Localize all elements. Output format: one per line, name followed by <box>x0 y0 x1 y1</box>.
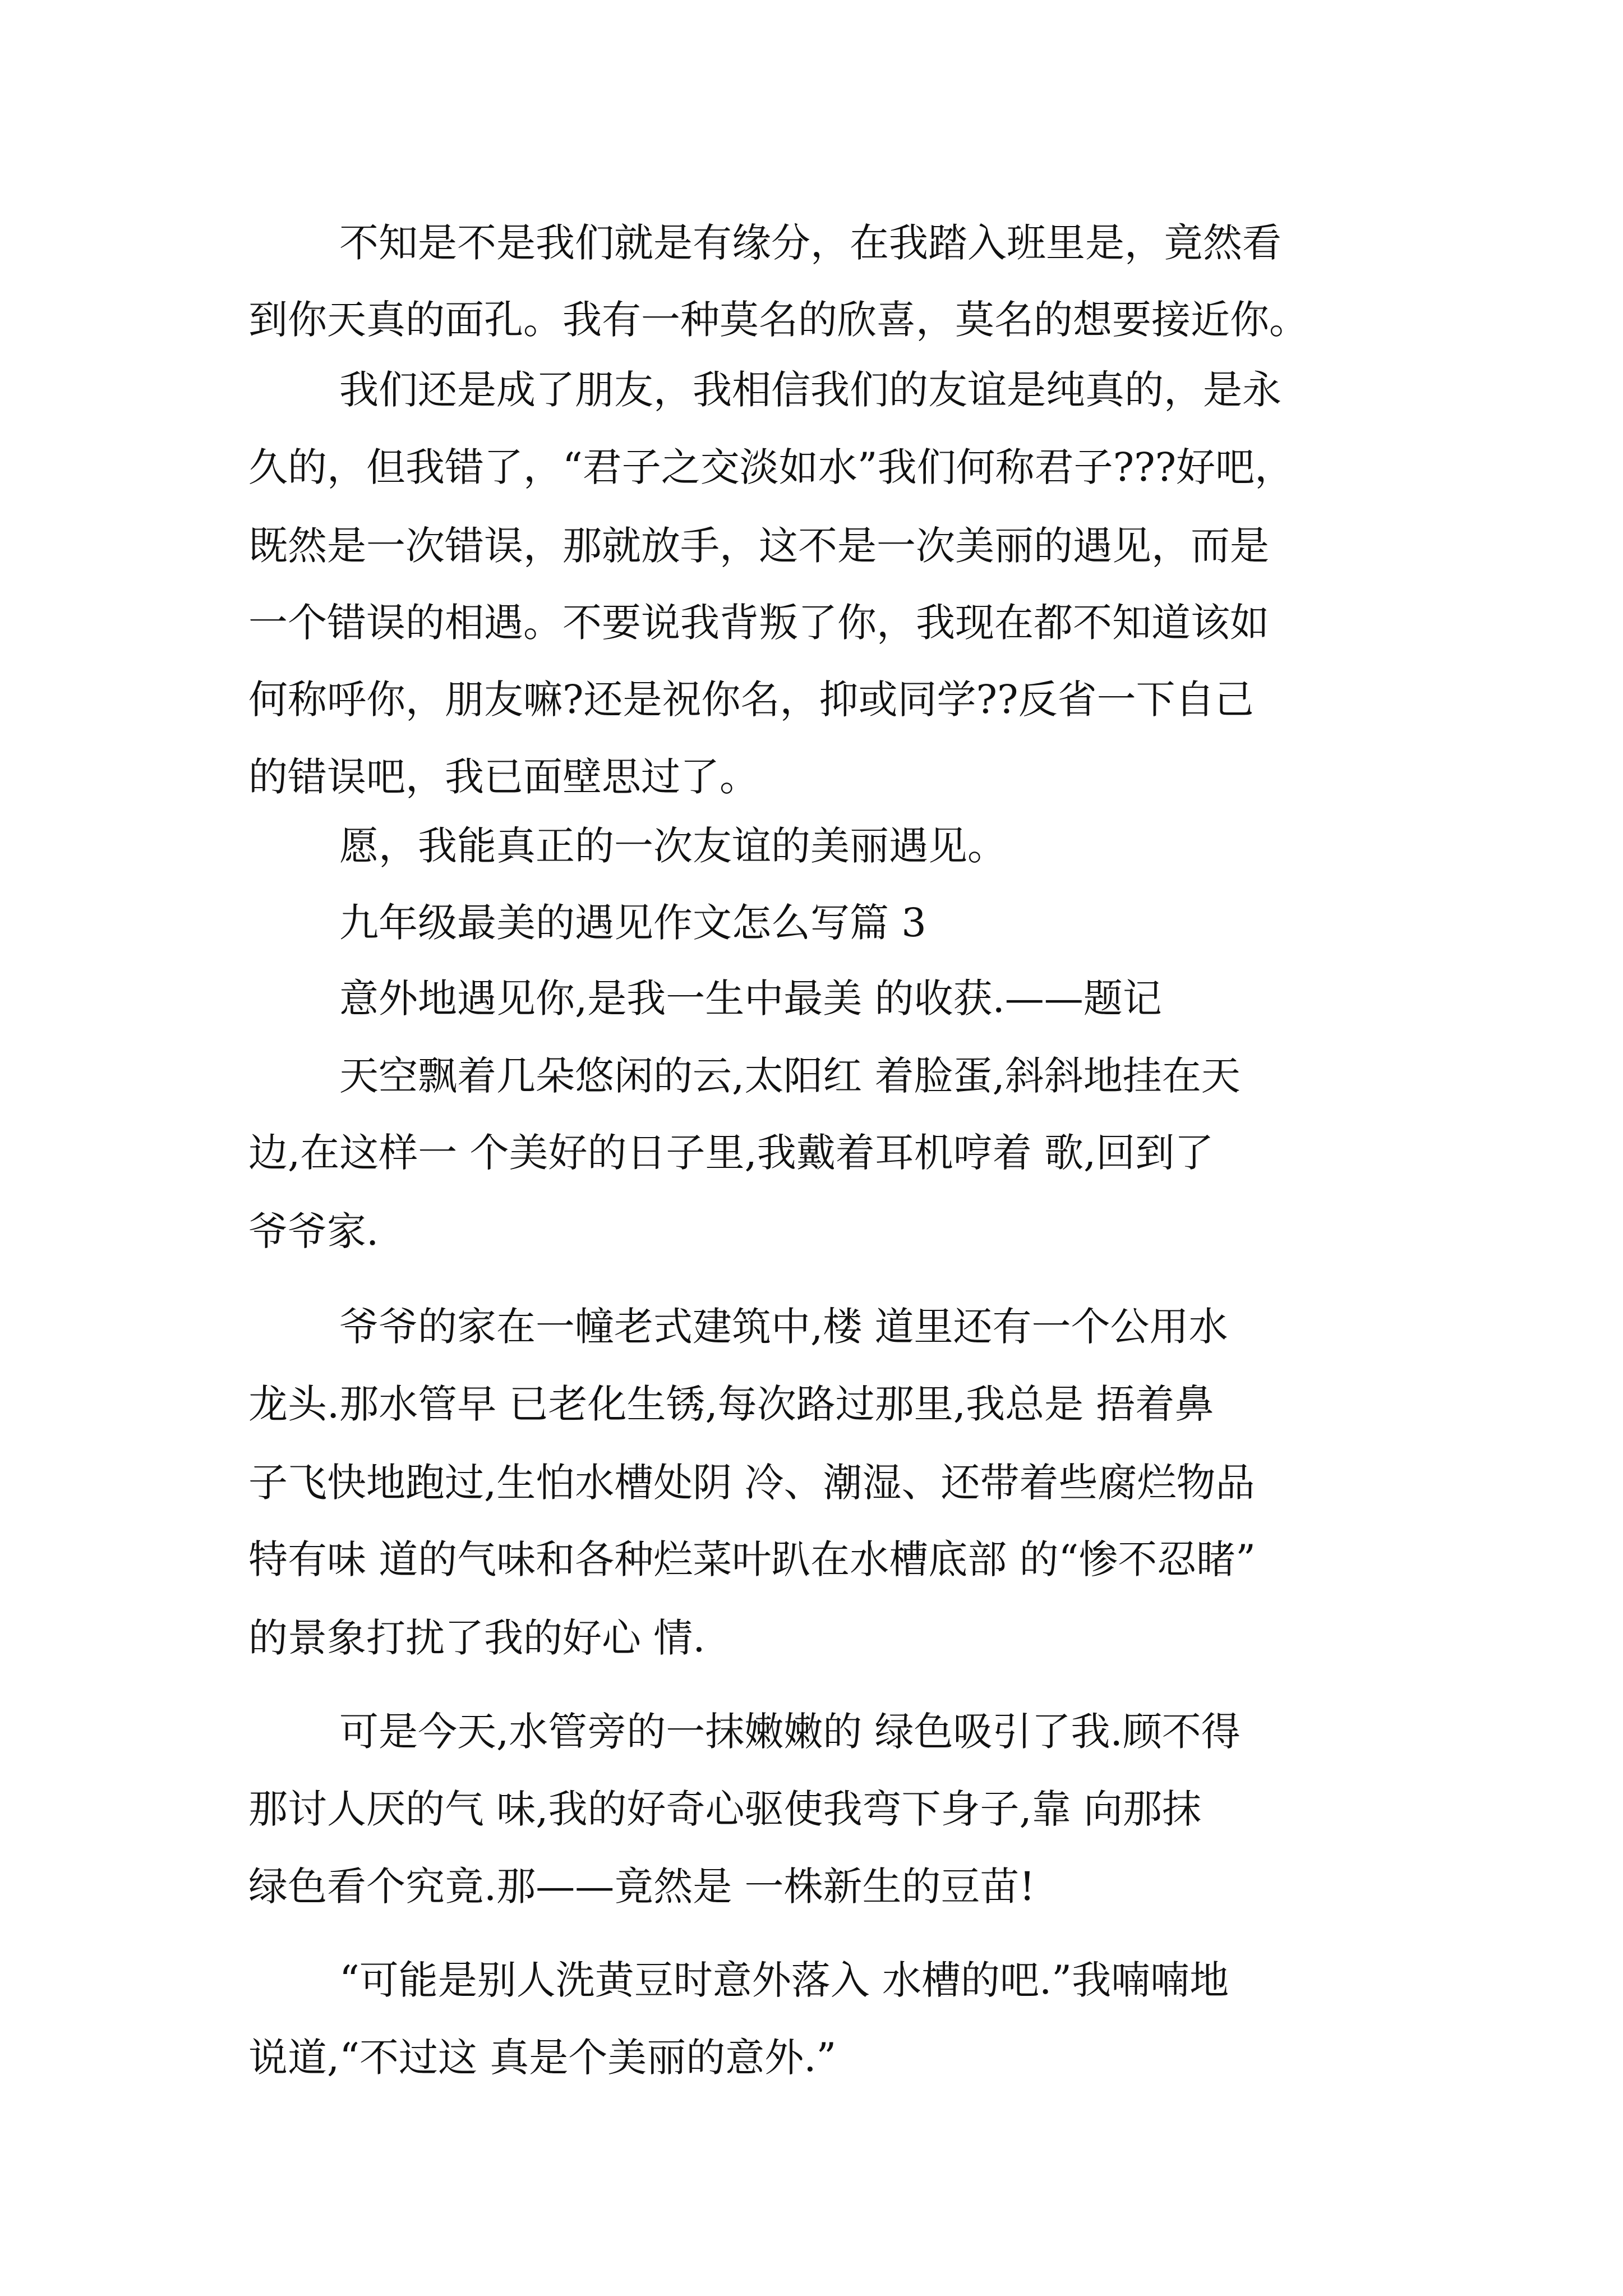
text-line: 特有味 道的气味和各种烂菜叶趴在水槽底部 的“惨不忍睹” <box>248 1536 1256 1582</box>
text-line: 天空飘着几朵悠闲的云,太阳红 着脸蛋,斜斜地挂在天 <box>339 1053 1241 1099</box>
text-line: 爷爷的家在一幢老式建筑中,楼 道里还有一个公用水 <box>339 1304 1228 1350</box>
text-line: 何称呼你，朋友嘛?还是祝你名，抑或同学??反省一下自己 <box>248 677 1254 723</box>
text-line: 子飞快地跑过,生怕水槽处阴 冷、潮湿、还带着些腐烂物品 <box>248 1460 1255 1506</box>
section-heading: 九年级最美的遇见作文怎么写篇 3 <box>339 900 926 946</box>
text-line: 的错误吧，我已面壁思过了。 <box>248 754 759 800</box>
text-line: 一个错误的相遇。不要说我背叛了你，我现在都不知道该如 <box>248 600 1269 646</box>
text-line: 那讨人厌的气 味,我的好奇心驱使我弯下身子,靠 向那抹 <box>248 1786 1202 1832</box>
text-line: 边,在这样一 个美好的日子里,我戴着耳机哼着 歌,回到了 <box>248 1130 1214 1176</box>
text-line: 意外地遇见你,是我一生中最美 的收获.——题记 <box>339 976 1162 1022</box>
text-line: 久的，但我错了，“君子之交淡如水”我们何称君子???好吧， <box>248 444 1294 490</box>
text-line: 可是今天,水管旁的一抹嫩嫩的 绿色吸引了我.顾不得 <box>339 1709 1241 1755</box>
text-line: 龙头.那水管早 已老化生锈,每次路过那里,我总是 捂着鼻 <box>248 1381 1214 1427</box>
text-line: 说道,“不过这 真是个美丽的意外.” <box>248 2035 837 2081</box>
text-line: 既然是一次错误，那就放手，这不是一次美丽的遇见，而是 <box>248 523 1269 569</box>
text-line: 愿，我能真正的一次友谊的美丽遇见。 <box>339 823 1007 869</box>
text-line: 不知是不是我们就是有缘分，在我踏入班里是，竟然看 <box>339 220 1281 266</box>
text-line: 的景象打扰了我的好心 情. <box>248 1615 706 1661</box>
text-line: 到你天真的面孔。我有一种莫名的欣喜，莫名的想要接近你。 <box>248 297 1308 343</box>
text-line: 绿色看个究竟.那——竟然是 一株新生的豆苗! <box>248 1864 1035 1910</box>
text-line: 我们还是成了朋友，我相信我们的友谊是纯真的，是永 <box>339 367 1281 413</box>
text-line: “可能是别人洗黄豆时意外落入 水槽的吧.”我喃喃地 <box>339 1957 1229 2003</box>
text-line: 爷爷家. <box>248 1208 379 1254</box>
